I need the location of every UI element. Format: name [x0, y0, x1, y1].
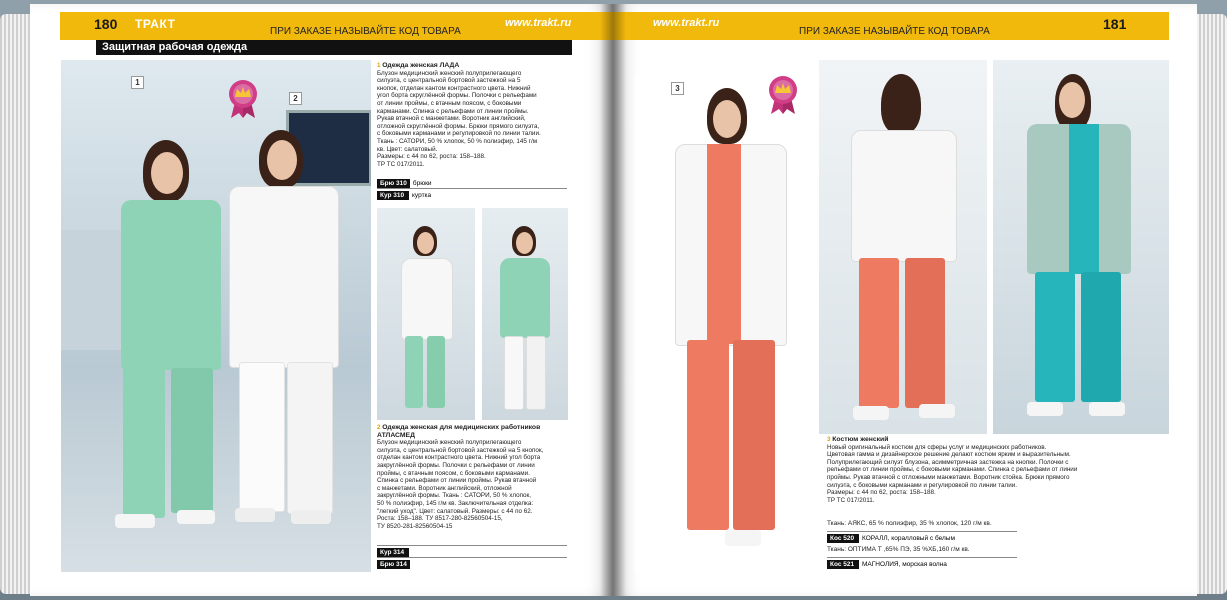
- order-code-note: ПРИ ЗАКАЗЕ НАЗЫВАЙТЕ КОД ТОВАРА: [270, 26, 461, 37]
- divider: [377, 545, 567, 546]
- item3-number: 3: [827, 436, 831, 443]
- left-page: [30, 4, 613, 596]
- product-code-row: [827, 559, 947, 569]
- product-code-row: [827, 533, 955, 543]
- item1-line: угол борта скруглённой формы. Полочки с рельефами: [377, 92, 537, 100]
- item3-line: Цветовая гамма и дизайнерское решение делают костюм ярким и выразительным.: [827, 451, 1071, 459]
- product-code-label: КОРАЛЛ, коралловый с белым: [862, 534, 955, 542]
- item1-line: карманами. Спинка с рельефами от линии проймы.: [377, 107, 529, 115]
- coral-panel: [707, 144, 741, 344]
- page-number: 181: [1103, 16, 1127, 32]
- left-page-header: [60, 12, 613, 40]
- item2-description: [377, 424, 569, 530]
- item1-title: Одежда женская ЛАДА: [382, 62, 460, 69]
- photo-white-top: [377, 208, 475, 420]
- product-code-row: [377, 178, 432, 188]
- product-code-label: брюки: [412, 179, 432, 187]
- item1-line: Блузон медицинский женский полуприлегающего: [377, 69, 522, 77]
- item2-line: силуэта, с центральной бортовой застежкой на 5 кнопок,: [377, 446, 544, 454]
- product-code-label: МАГНОЛИЯ, морская волна: [862, 560, 947, 568]
- item2-line: Блузон медицинский женский полуприлегающего: [377, 439, 522, 447]
- right-page: [613, 4, 1197, 596]
- item2-line: отделан кантом контрастного цвета. Нижний угол борта: [377, 454, 541, 462]
- photo-mint-top: [482, 208, 568, 420]
- item2-line: Спинка с рельефами от линии проймы. Рукав втачной: [377, 477, 537, 485]
- page-stack-left: [0, 14, 34, 594]
- trakt-logo: ТРАКТ: [135, 17, 176, 31]
- item1-line: ТР ТС 017/2011.: [377, 160, 425, 168]
- item3-line: силуэта, с боковыми карманами и регулировкой по линии талии.: [827, 481, 1018, 489]
- product-code-row: [377, 190, 431, 200]
- item2-line: ТУ 8520-281-82560504-15: [377, 522, 453, 530]
- item1-line: Ткань : САТОРИ, 50 % хлопок, 50 % полиэфир, 145 г/м: [377, 137, 538, 145]
- item-marker-2: 2: [289, 92, 302, 105]
- product-code[interactable]: Брю 310: [377, 179, 410, 188]
- item-marker-3: 3: [671, 82, 684, 95]
- page-number: 180: [94, 16, 118, 32]
- new-badge-icon: [223, 78, 263, 118]
- coral-back-photo: [819, 60, 987, 434]
- item2-title-line2: АТЛАСМЕД: [377, 431, 415, 439]
- order-code-note: ПРИ ЗАКАЗЕ НАЗЫВАЙТЕ КОД ТОВАРА: [799, 26, 990, 37]
- item3-line: рельефами от линии проймы, с боковыми карманами. Спинка с рельефами от линии: [827, 466, 1078, 474]
- main-photo: [61, 60, 371, 572]
- book-spine-shadow: [600, 4, 626, 596]
- item3-line: проймы. Рукав втачной с отложными манжетами. Воротник стойка. Брюки прямого: [827, 473, 1070, 481]
- fabric-info-2: Ткань: ОПТИМА Т ,65% ПЭ, 35 %ХБ,160 г/м кв.: [827, 546, 970, 553]
- fabric-info-1: Ткань: АЯКС, 65 % полиэфир, 35 % хлопок, 120 г/м кв.: [827, 520, 992, 527]
- coral-suit-photo: [635, 74, 815, 574]
- item1-line: кнопок, отделан кантом контрастного цвета. Нижний: [377, 84, 531, 92]
- right-page-header: [613, 12, 1169, 40]
- item1-line: Размеры: с 44 по 62, роста: 158–188.: [377, 153, 486, 161]
- product-code-row: [377, 547, 412, 557]
- site-url[interactable]: www.trakt.ru: [653, 17, 720, 29]
- teal-panel: [1069, 124, 1099, 274]
- item1-line: отложной скруглённой формы. Брюки прямого силуэта,: [377, 122, 540, 130]
- product-code-label: куртка: [412, 191, 432, 199]
- new-badge-icon: [763, 74, 803, 114]
- product-code[interactable]: Кур 310: [377, 191, 409, 200]
- section-title: Защитная рабочая одежда: [96, 40, 572, 55]
- item3-line: Размеры: с 44 по 62, роста: 158–188.: [827, 489, 936, 497]
- item2-number: 2: [377, 424, 381, 431]
- item1-line: силуэта, с центральной бортовой застежкой на 5: [377, 77, 521, 85]
- divider: [377, 557, 567, 558]
- item-marker-1: 1: [131, 76, 144, 89]
- item3-line: Новый оригинальный костюм для сферы услуг и медицинских работников.: [827, 443, 1047, 451]
- product-code[interactable]: Кур 314: [377, 548, 409, 557]
- product-code[interactable]: Кос 520: [827, 534, 859, 543]
- item2-line: закруглённой формы. Ткань : САТОРИ, 50 % хлопок,: [377, 492, 532, 500]
- item1-description: [377, 62, 567, 168]
- item2-line: проймы, с втачным поясом, с боковыми карманами.: [377, 469, 530, 477]
- product-code[interactable]: Кос 521: [827, 560, 859, 569]
- item3-title: Костюм женский: [832, 436, 889, 443]
- divider: [377, 188, 567, 189]
- item1-line: с боковыми карманами и регулировкой по линии талии.: [377, 130, 541, 138]
- catalog-spread: [30, 4, 1197, 596]
- item2-line: закруглённой формы. Полочки с рельефами от линии: [377, 461, 535, 469]
- item3-line: ТР ТС 017/2011.: [827, 496, 875, 504]
- product-code[interactable]: Брю 314: [377, 560, 410, 569]
- item1-line: кв. Цвет: салатовый.: [377, 145, 438, 153]
- item1-line: Рукав втачной с манжетами. Воротник английский,: [377, 115, 526, 123]
- item3-line: Полуприлегающий силуэт блузона, асимметричная застежка на кнопки. Полочки с: [827, 458, 1069, 466]
- item2-line: "легкий уход". Цвет: салатовый. Размеры: с 44 по 62.: [377, 507, 533, 515]
- item1-line: от линии проймы, с втачным поясом, с боковыми: [377, 99, 522, 107]
- page-stack-right: [1193, 14, 1227, 594]
- item3-description: [827, 436, 1167, 504]
- divider: [827, 557, 1017, 558]
- item2-title: Одежда женская для медицинских работников: [382, 424, 541, 431]
- item2-line: 50 % полиэфир, 145 г/м кв. Заключительная отделка:: [377, 499, 534, 507]
- item2-line: с манжетами. Воротник английский, отложной: [377, 484, 512, 492]
- divider: [827, 531, 1017, 532]
- item1-number: 1: [377, 62, 381, 69]
- site-url[interactable]: www.trakt.ru: [505, 17, 572, 29]
- product-code-row: [377, 559, 413, 569]
- teal-suit-photo: [993, 60, 1169, 434]
- item2-line: Роста: 158–188. ТУ 8517-280-82560504-15,: [377, 515, 503, 523]
